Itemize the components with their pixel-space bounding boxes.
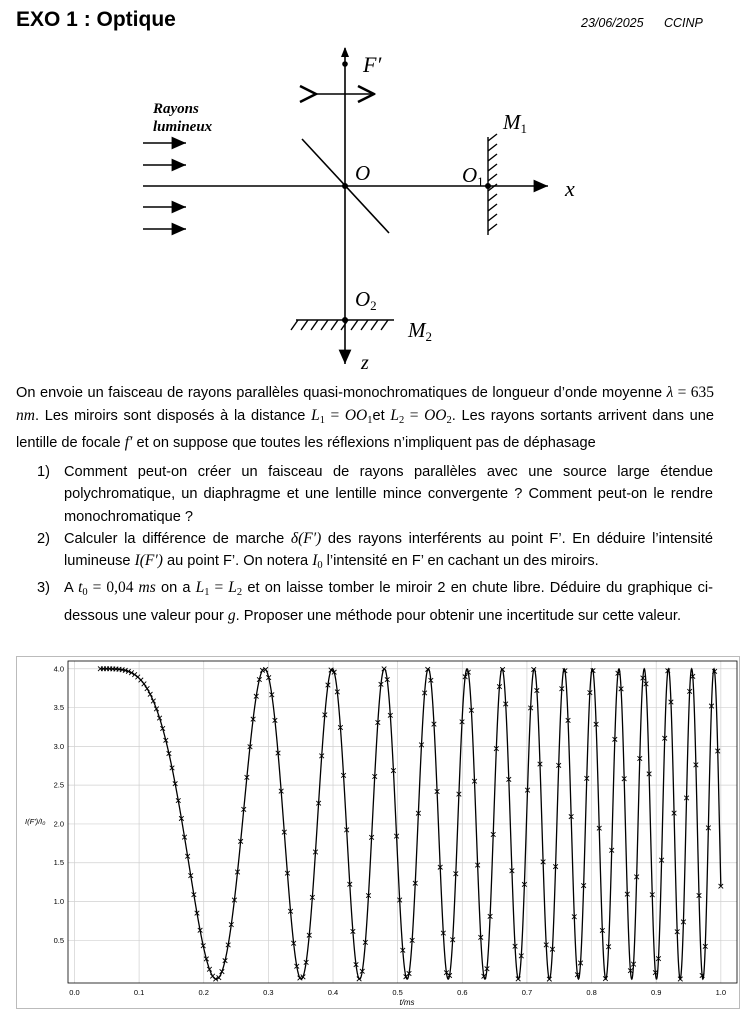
focal-label: F′: [363, 52, 382, 77]
origin-dot: [342, 183, 348, 189]
x-tick-label: 1.0: [715, 988, 727, 997]
y-tick-label: 2.0: [53, 819, 64, 829]
y-tick-label: 1.0: [53, 897, 64, 907]
o1-label: O1: [462, 163, 484, 189]
y-tick-label: 3.0: [53, 741, 64, 751]
rays-label-line2: lumineux: [153, 119, 213, 135]
m1-label: M1: [503, 110, 527, 136]
y-tick-label: 3.5: [53, 703, 64, 713]
x-tick-label: 0.3: [263, 988, 274, 997]
intensity-chart: [16, 656, 741, 1011]
x-axis-label: x: [565, 176, 575, 201]
x-tick-label: 0.7: [521, 988, 533, 997]
x-tick-label: 0.6: [457, 988, 468, 997]
question-list: [37, 461, 713, 627]
rays-label-line1: Rayons: [153, 101, 199, 117]
lens-axis-top-arrow: [341, 47, 349, 57]
exercise-title: EXO 1 : Optique: [16, 8, 176, 31]
x-tick-label: 0.2: [198, 988, 209, 997]
y-tick-label: 0.5: [53, 935, 64, 945]
x-axis-title: t/ms: [399, 998, 415, 1007]
x-tick-label: 0.9: [650, 988, 662, 997]
chart-frame: [17, 657, 740, 1009]
origin-label: O: [355, 161, 371, 185]
question-2: 2) Calculer la différence de marche δ(F′) des rayons interférents au point F’. En déduire l’intensité lumineuse I(F′) au point F’. On notera $I_0$ l’intensité en F’ en cachant un des miroirs.: [37, 529, 713, 572]
y-tick-label: 4.0: [53, 664, 64, 674]
x-tick-label: 0.4: [327, 988, 339, 997]
x-tick-label: 0.8: [586, 988, 597, 997]
focal-point-dot: [342, 61, 348, 67]
z-axis-label: z: [361, 352, 369, 374]
intro-paragraph: On envoie un faisceau de rayons parallèles quasi-monochromatiques de longueur d’onde moyenne λ = 635 nm. Les miroirs sont disposés à la distance $L_1 = OO_1et$ $L_2 = OO_2$. Les rayons sortants arrivent dans une lentille de focale f′ et on suppose que toutes les réflexions n’impliquent pas de déphasage: [16, 384, 714, 451]
x-tick-label: 0.0: [69, 988, 80, 997]
x-tick-label: 0.1: [133, 988, 145, 997]
question-1: 1) Comment peut-on créer un faisceau de rayons parallèles avec une source large étendue polychromatique, un diaphragme et une lentille mince convergente ? Comment peut-on le rendre monochromatique ?: [37, 464, 713, 525]
michelson-diagram: [0, 0, 753, 375]
o2-label: O2: [355, 287, 377, 313]
question-3: 3) A $t_0 = 0,04$ ms on a $L_1 = L_2$ et on laisse tomber le miroir 2 en chute libre. Déduire du graphique ci-dessous une valeur pour g. Proposer une méthode pour obtenir une incertitude sur cette valeur.: [37, 579, 713, 624]
m2-label: M2: [408, 318, 432, 344]
exam-name: CCINP: [664, 16, 703, 30]
y-axis-title: I(F')/I₀: [25, 817, 46, 826]
x-tick-label: 0.5: [392, 988, 403, 997]
y-tick-label: 1.5: [53, 858, 64, 868]
exam-date: 23/06/2025: [581, 16, 644, 30]
y-tick-label: 2.5: [53, 780, 64, 790]
